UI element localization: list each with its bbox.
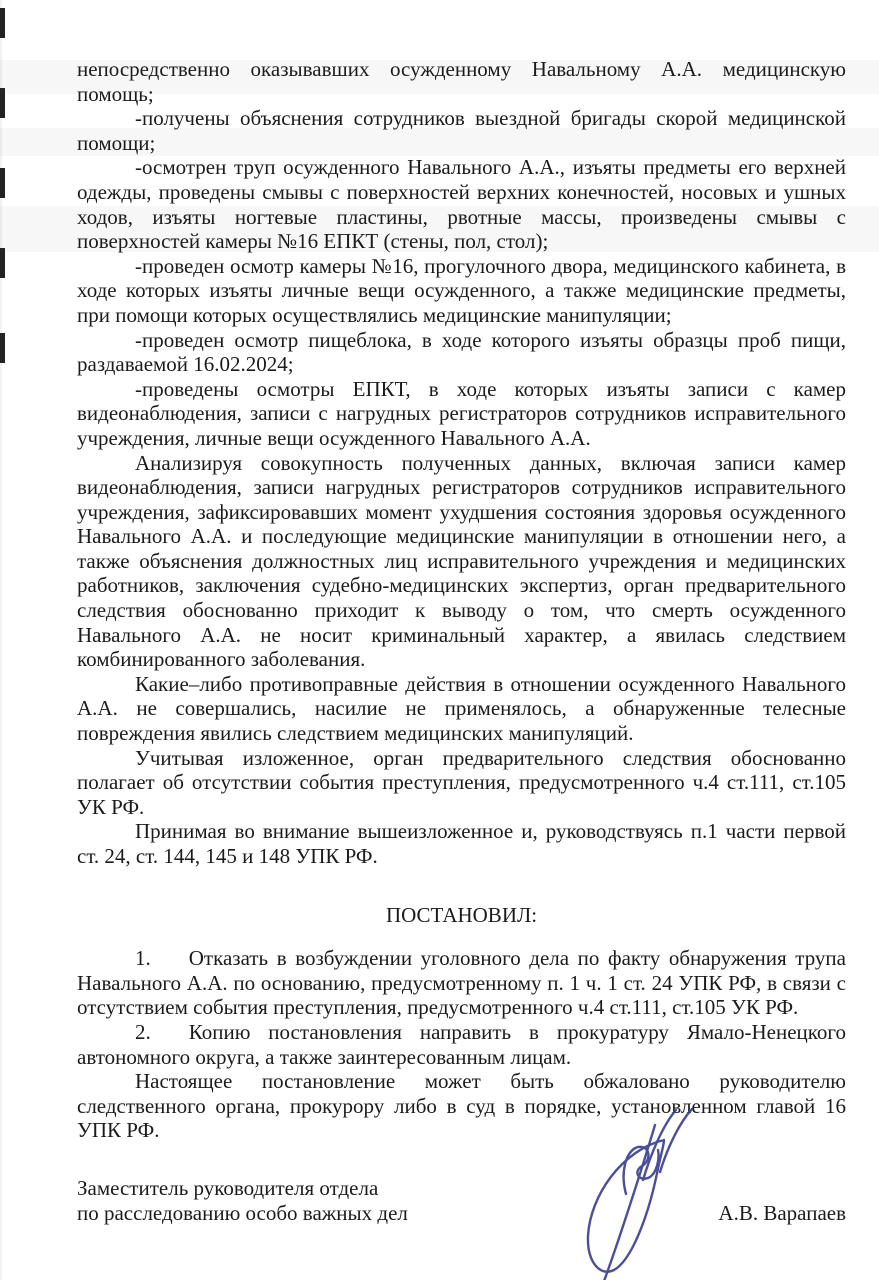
scan-edge-mark bbox=[0, 248, 5, 278]
paragraph: Анализируя совокупность полученных данных, включая записи камер видеонаблюдения, записи нагрудных регистраторов сотрудников исправительного учреждения, зафиксировавших момент ухудшения состояния здоровья осужденного Навального А.А. и последующие медицинские манипуляции в отношении него, а также объяснения должностных лиц исправительного учреждения и медицинских работников, заключения судебно-медицинских экспертиз, орган предварительного следствия обоснованно приходит к выводу о том, что смерть осужденного Навального А.А. не носит криминальный характер, а явилась следствием комбинированного заболевания. bbox=[77, 450, 846, 672]
signer-position-line2: по расследованию особо важных дел bbox=[77, 1200, 408, 1225]
paragraph: непосредственно оказывавших осужденному Навальному А.А. медицинскую помощь; bbox=[77, 57, 846, 106]
paragraph: Какие–либо противоправные действия в отношении осужденного Навального А.А. не совершались, насилие не применялось, а обнаруженные телесные повреждения явились следствием медицинских манипуляций. bbox=[77, 671, 846, 746]
resolved-heading: ПОСТАНОВИЛ: bbox=[385, 902, 538, 927]
closing-paragraph: Настоящее постановление может быть обжаловано руководителю следственного органа, прокурору либо в суд в порядке, установленном главой 16 УПК РФ. bbox=[77, 1069, 846, 1143]
signer-position-line1: Заместитель руководителя отдела bbox=[77, 1175, 379, 1200]
scan-edge-mark bbox=[0, 168, 5, 198]
paragraph: -получены объяснения сотрудников выездной бригады скорой медицинской помощи; bbox=[77, 106, 846, 155]
paragraph: -проведен осмотр пищеблока, в ходе которого изъяты образцы проб пищи, раздаваемой 16.02.2024; bbox=[77, 327, 846, 377]
paragraph: Принимая во внимание вышеизложенное и, руководствуясь п.1 части первой ст. 24, ст. 144, 145 и 148 УПК РФ. bbox=[77, 819, 846, 868]
scan-edge-mark bbox=[0, 8, 5, 38]
signer-name: А.В. Варапаев bbox=[718, 1201, 846, 1226]
scan-edge-mark bbox=[0, 333, 5, 363]
document-body bbox=[77, 57, 846, 1226]
paragraph: -проведены осмотры ЕПКТ, в ходе которых изъяты записи с камер видеонаблюдения, записи с нагрудных регистраторов сотрудников исправительного учреждения, личные вещи осужденного Навального А.А. bbox=[77, 376, 846, 450]
resolution-number: 1. bbox=[135, 946, 151, 971]
paragraph: -осмотрен труп осужденного Навального А.А., изъяты предметы его верхней одежды, проведены смывы с поверхностей верхних конечностей, носовых и ушных ходов, изъяты ногтевые пластины, рвотные массы, произведены смывы с поверхностей камеры №16 ЕПКТ (стены, пол, стол); bbox=[77, 155, 846, 254]
paragraph: Учитывая изложенное, орган предварительного следствия обоснованно полагает об отсутствии события преступления, предусмотренного ч.4 ст.111, ст.105 УК РФ. bbox=[77, 745, 846, 819]
resolution-item bbox=[77, 946, 846, 1020]
signer-position bbox=[77, 1176, 408, 1226]
resolution-number: 2. bbox=[135, 1019, 151, 1044]
resolution-text: Копию постановления направить в прокуратуру Ямало-Ненецкого автономного округа, а также заинтересованным лицам. bbox=[77, 1019, 846, 1069]
signature-block bbox=[77, 1176, 846, 1226]
resolution-item bbox=[77, 1020, 846, 1069]
resolution-text: Отказать в возбуждении уголовного дела по факту обнаружения трупа Навального А.А. по основанию, предусмотренному п. 1 ч. 1 ст. 24 УПК РФ, в связи с отсутствием события преступления, предусмотренного ч.4 ст.111, ст.105 УК РФ. bbox=[77, 946, 846, 1020]
paragraph: -проведен осмотр камеры №16, прогулочного двора, медицинского кабинета, в ходе которых изъяты личные вещи осужденного, а также медицинские предметы, при помощи которых осуществлялись медицинские манипуляции; bbox=[77, 253, 846, 327]
